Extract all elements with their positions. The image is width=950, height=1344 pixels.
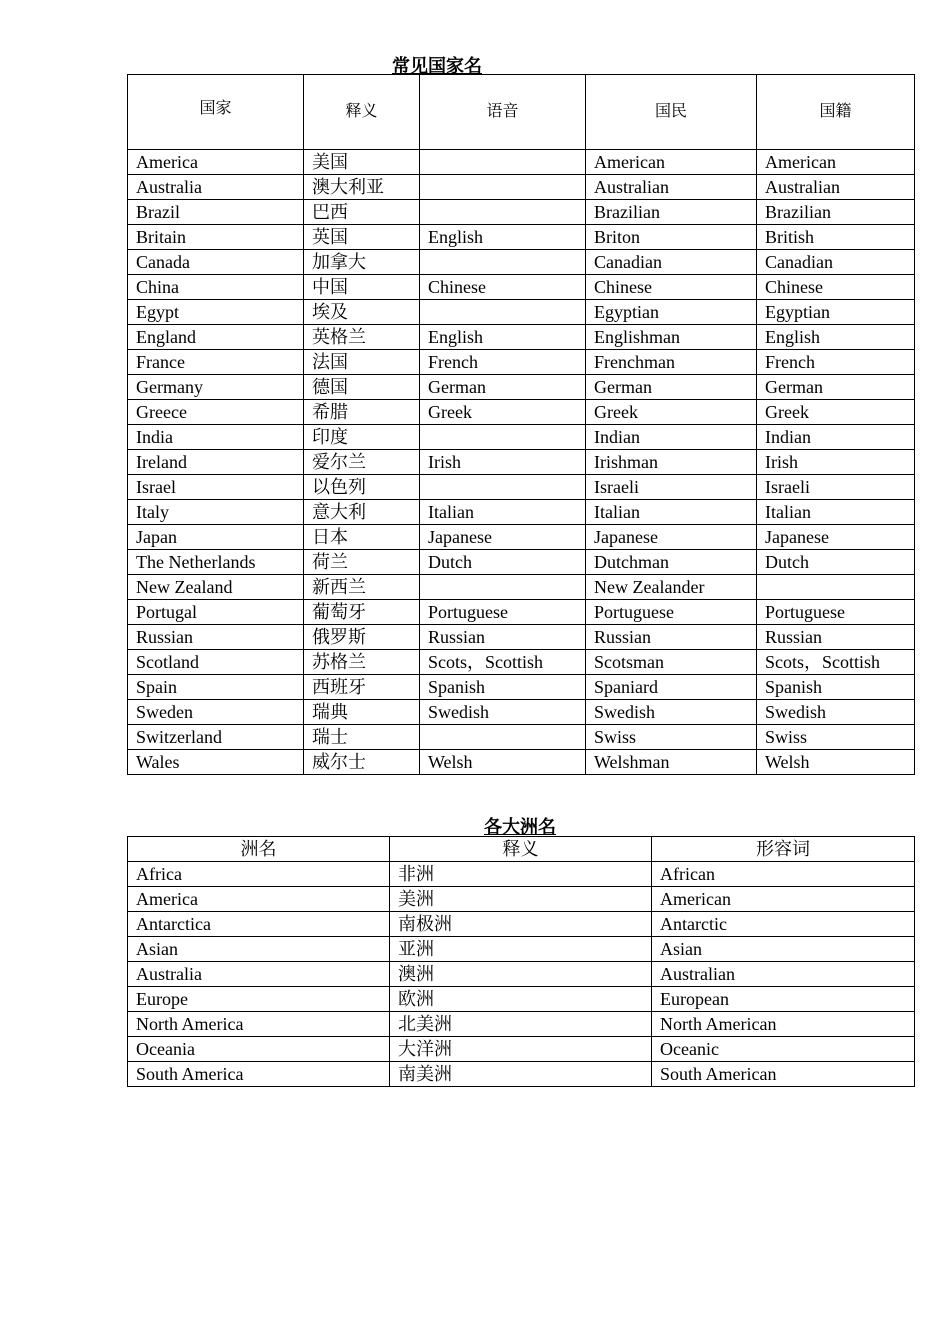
table-cell: Israeli — [586, 475, 757, 500]
table-cell: Scotsman — [586, 650, 757, 675]
header-continent-meaning: 释义 — [390, 837, 652, 862]
table-cell: Welsh — [420, 750, 586, 775]
country-row — [128, 200, 915, 225]
header-meaning: 释义 — [304, 75, 420, 150]
table-cell: Portuguese — [586, 600, 757, 625]
table-cell: Scots，Scottish — [420, 650, 586, 675]
table-cell: Oceania — [128, 1037, 390, 1062]
table-cell: Europe — [128, 987, 390, 1012]
table-cell: 爱尔兰 — [304, 450, 420, 475]
country-row — [128, 450, 915, 475]
table-cell: South America — [128, 1062, 390, 1087]
table-cell: The Netherlands — [128, 550, 304, 575]
table-cell — [420, 150, 586, 175]
table-cell — [420, 425, 586, 450]
table-cell: Sweden — [128, 700, 304, 725]
countries-title: 常见国家名 — [392, 56, 482, 76]
table-cell — [420, 300, 586, 325]
table-cell — [420, 250, 586, 275]
table-cell: America — [128, 887, 390, 912]
table-cell: New Zealander — [586, 575, 757, 600]
table-cell: French — [420, 350, 586, 375]
header-nationality: 国籍 — [757, 75, 915, 150]
table-cell: 南极洲 — [390, 912, 652, 937]
header-continent-name: 洲名 — [128, 837, 390, 862]
header-language: 语音 — [420, 75, 586, 150]
table-cell: 新西兰 — [304, 575, 420, 600]
table-cell: Swiss — [586, 725, 757, 750]
table-cell: 亚洲 — [390, 937, 652, 962]
table-cell: Indian — [586, 425, 757, 450]
table-cell: 非洲 — [390, 862, 652, 887]
table-cell: 埃及 — [304, 300, 420, 325]
table-cell: Australian — [586, 175, 757, 200]
table-cell: English — [757, 325, 915, 350]
country-row — [128, 475, 915, 500]
table-cell: Japan — [128, 525, 304, 550]
table-cell: Scotland — [128, 650, 304, 675]
country-row — [128, 300, 915, 325]
country-row — [128, 375, 915, 400]
table-cell: 西班牙 — [304, 675, 420, 700]
table-cell: Welsh — [757, 750, 915, 775]
table-cell — [420, 725, 586, 750]
country-row — [128, 275, 915, 300]
country-row — [128, 650, 915, 675]
continent-row — [128, 887, 915, 912]
table-cell: 大洋洲 — [390, 1037, 652, 1062]
table-cell: Asian — [652, 937, 915, 962]
table-cell: South American — [652, 1062, 915, 1087]
table-cell: 欧洲 — [390, 987, 652, 1012]
table-cell: Egypt — [128, 300, 304, 325]
table-cell: Greece — [128, 400, 304, 425]
continent-row — [128, 1012, 915, 1037]
table-cell: 日本 — [304, 525, 420, 550]
table-cell: India — [128, 425, 304, 450]
table-cell: Welshman — [586, 750, 757, 775]
country-row — [128, 600, 915, 625]
countries-body — [128, 150, 915, 775]
table-cell: Swedish — [757, 700, 915, 725]
table-cell: Swedish — [420, 700, 586, 725]
table-cell: Australia — [128, 962, 390, 987]
continent-row — [128, 962, 915, 987]
table-cell: Switzerland — [128, 725, 304, 750]
country-row — [128, 350, 915, 375]
table-cell: Wales — [128, 750, 304, 775]
table-cell: 苏格兰 — [304, 650, 420, 675]
table-cell: Spaniard — [586, 675, 757, 700]
table-cell: 印度 — [304, 425, 420, 450]
country-row — [128, 625, 915, 650]
country-row — [128, 425, 915, 450]
table-cell: North American — [652, 1012, 915, 1037]
table-cell: Japanese — [757, 525, 915, 550]
table-cell: 瑞典 — [304, 700, 420, 725]
table-cell: Australian — [757, 175, 915, 200]
table-cell: American — [757, 150, 915, 175]
country-row — [128, 400, 915, 425]
table-cell: Ireland — [128, 450, 304, 475]
table-cell: Egyptian — [757, 300, 915, 325]
table-cell: England — [128, 325, 304, 350]
table-cell: Irish — [420, 450, 586, 475]
table-cell: 威尔士 — [304, 750, 420, 775]
table-cell: Dutchman — [586, 550, 757, 575]
table-cell: Russian — [757, 625, 915, 650]
table-cell: Australia — [128, 175, 304, 200]
table-cell: Italy — [128, 500, 304, 525]
table-cell: Greek — [757, 400, 915, 425]
table-cell — [757, 575, 915, 600]
country-row — [128, 175, 915, 200]
table-cell: Irishman — [586, 450, 757, 475]
continent-row — [128, 987, 915, 1012]
continents-header-row — [128, 837, 915, 862]
table-cell: Frenchman — [586, 350, 757, 375]
table-cell: German — [586, 375, 757, 400]
country-row — [128, 225, 915, 250]
table-cell: Portuguese — [757, 600, 915, 625]
table-cell: North America — [128, 1012, 390, 1037]
table-cell: Canadian — [757, 250, 915, 275]
table-cell: 俄罗斯 — [304, 625, 420, 650]
table-cell: 巴西 — [304, 200, 420, 225]
continent-row — [128, 1062, 915, 1087]
table-cell: Russian — [128, 625, 304, 650]
table-cell: European — [652, 987, 915, 1012]
table-cell: Italian — [586, 500, 757, 525]
table-cell: 希腊 — [304, 400, 420, 425]
table-cell: Israel — [128, 475, 304, 500]
table-cell: Englishman — [586, 325, 757, 350]
header-country: 国家 — [128, 75, 304, 150]
table-cell: English — [420, 325, 586, 350]
table-cell: Chinese — [757, 275, 915, 300]
table-cell: 荷兰 — [304, 550, 420, 575]
table-cell — [420, 200, 586, 225]
table-cell: American — [586, 150, 757, 175]
table-cell: Swedish — [586, 700, 757, 725]
table-cell: 澳大利亚 — [304, 175, 420, 200]
table-cell: Chinese — [420, 275, 586, 300]
table-cell: German — [757, 375, 915, 400]
table-cell: 北美洲 — [390, 1012, 652, 1037]
table-cell: Asian — [128, 937, 390, 962]
table-cell: Greek — [586, 400, 757, 425]
table-cell: Egyptian — [586, 300, 757, 325]
table-cell: 英国 — [304, 225, 420, 250]
table-cell: Indian — [757, 425, 915, 450]
table-cell: Portuguese — [420, 600, 586, 625]
continents-body — [128, 862, 915, 1087]
table-cell: Russian — [586, 625, 757, 650]
table-cell: 南美洲 — [390, 1062, 652, 1087]
country-row — [128, 525, 915, 550]
table-cell — [420, 475, 586, 500]
table-cell: Canadian — [586, 250, 757, 275]
table-cell: 瑞士 — [304, 725, 420, 750]
table-cell: Japanese — [420, 525, 586, 550]
continent-row — [128, 937, 915, 962]
table-cell: Oceanic — [652, 1037, 915, 1062]
table-cell: Dutch — [757, 550, 915, 575]
table-cell: 以色列 — [304, 475, 420, 500]
table-cell: Brazil — [128, 200, 304, 225]
table-cell: France — [128, 350, 304, 375]
header-adjective: 形容词 — [652, 837, 915, 862]
continents-title: 各大洲名 — [484, 817, 556, 837]
country-row — [128, 550, 915, 575]
table-cell: 法国 — [304, 350, 420, 375]
table-cell: Irish — [757, 450, 915, 475]
table-cell: 葡萄牙 — [304, 600, 420, 625]
table-cell: Dutch — [420, 550, 586, 575]
table-cell: Australian — [652, 962, 915, 987]
table-cell: Spanish — [757, 675, 915, 700]
table-cell: 美国 — [304, 150, 420, 175]
table-cell: 加拿大 — [304, 250, 420, 275]
country-row — [128, 725, 915, 750]
table-cell — [420, 175, 586, 200]
table-cell: Briton — [586, 225, 757, 250]
table-cell: 中国 — [304, 275, 420, 300]
table-cell: Portugal — [128, 600, 304, 625]
country-row — [128, 250, 915, 275]
table-cell: Swiss — [757, 725, 915, 750]
table-cell: Italian — [757, 500, 915, 525]
table-cell: German — [420, 375, 586, 400]
table-cell: Russian — [420, 625, 586, 650]
country-row — [128, 750, 915, 775]
table-cell: Italian — [420, 500, 586, 525]
table-cell: French — [757, 350, 915, 375]
table-cell: New Zealand — [128, 575, 304, 600]
table-cell: 意大利 — [304, 500, 420, 525]
country-row — [128, 675, 915, 700]
table-cell: American — [652, 887, 915, 912]
table-cell: Germany — [128, 375, 304, 400]
table-cell: British — [757, 225, 915, 250]
country-row — [128, 150, 915, 175]
table-cell — [420, 575, 586, 600]
table-cell: African — [652, 862, 915, 887]
table-cell: Canada — [128, 250, 304, 275]
table-cell: Spanish — [420, 675, 586, 700]
table-cell: 美洲 — [390, 887, 652, 912]
table-cell: Antarctic — [652, 912, 915, 937]
table-cell: America — [128, 150, 304, 175]
countries-table — [127, 74, 915, 775]
continents-table — [127, 836, 915, 1087]
table-cell: Brazilian — [757, 200, 915, 225]
continent-row — [128, 1037, 915, 1062]
table-cell: Greek — [420, 400, 586, 425]
country-row — [128, 575, 915, 600]
table-cell: 澳洲 — [390, 962, 652, 987]
table-cell: Britain — [128, 225, 304, 250]
table-cell: English — [420, 225, 586, 250]
continent-row — [128, 912, 915, 937]
table-cell: Africa — [128, 862, 390, 887]
country-row — [128, 325, 915, 350]
table-cell: China — [128, 275, 304, 300]
country-row — [128, 700, 915, 725]
table-cell: 英格兰 — [304, 325, 420, 350]
table-cell: Spain — [128, 675, 304, 700]
table-cell: Chinese — [586, 275, 757, 300]
continent-row — [128, 862, 915, 887]
table-cell: Brazilian — [586, 200, 757, 225]
header-people: 国民 — [586, 75, 757, 150]
table-cell: Antarctica — [128, 912, 390, 937]
table-cell: Israeli — [757, 475, 915, 500]
table-cell: Scots，Scottish — [757, 650, 915, 675]
countries-header-row — [128, 75, 915, 150]
table-cell: Japanese — [586, 525, 757, 550]
table-cell: 德国 — [304, 375, 420, 400]
country-row — [128, 500, 915, 525]
